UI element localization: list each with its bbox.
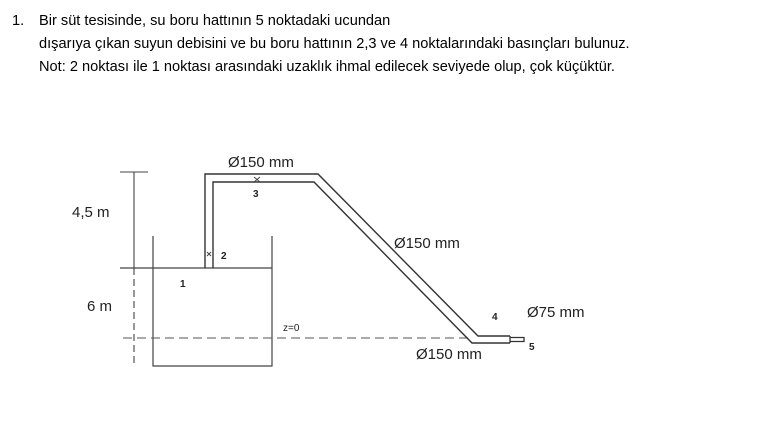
nozzle-diameter-label: Ø75 mm <box>527 304 585 321</box>
problem-line-1: Bir süt tesisinde, su boru hattının 5 noktadaki ucundan <box>39 13 391 29</box>
problem-number: 1. <box>12 13 25 29</box>
pipe <box>205 174 510 343</box>
point-2-label: 2 <box>221 251 227 262</box>
point-1-label: 1 <box>180 279 186 290</box>
problem-line-2: dışarıya çıkan suyun debisini ve bu boru hattının 2,3 ve 4 noktalarındaki basınçları bulunuz. <box>39 36 630 52</box>
problem-line-3: Not: 2 noktası ile 1 noktası arasındaki uzaklık ihmal edilecek seviyede olup, çok küçüktür. <box>39 59 615 75</box>
nozzle <box>510 336 524 343</box>
datum-label: z=0 <box>283 323 300 334</box>
point-5-label: 5 <box>529 342 535 353</box>
tank <box>120 236 272 366</box>
height-upper-label: 4,5 m <box>72 204 110 221</box>
height-dimension <box>120 172 148 366</box>
pipe-bottom-diameter-label: Ø150 mm <box>416 346 482 363</box>
pipe-slope-diameter-label: Ø150 mm <box>394 235 460 252</box>
height-lower-label: 6 m <box>87 298 113 315</box>
point-4-label: 4 <box>492 312 498 323</box>
point-3-label: 3 <box>253 189 259 200</box>
pipe-top-diameter-label: Ø150 mm <box>228 154 294 171</box>
